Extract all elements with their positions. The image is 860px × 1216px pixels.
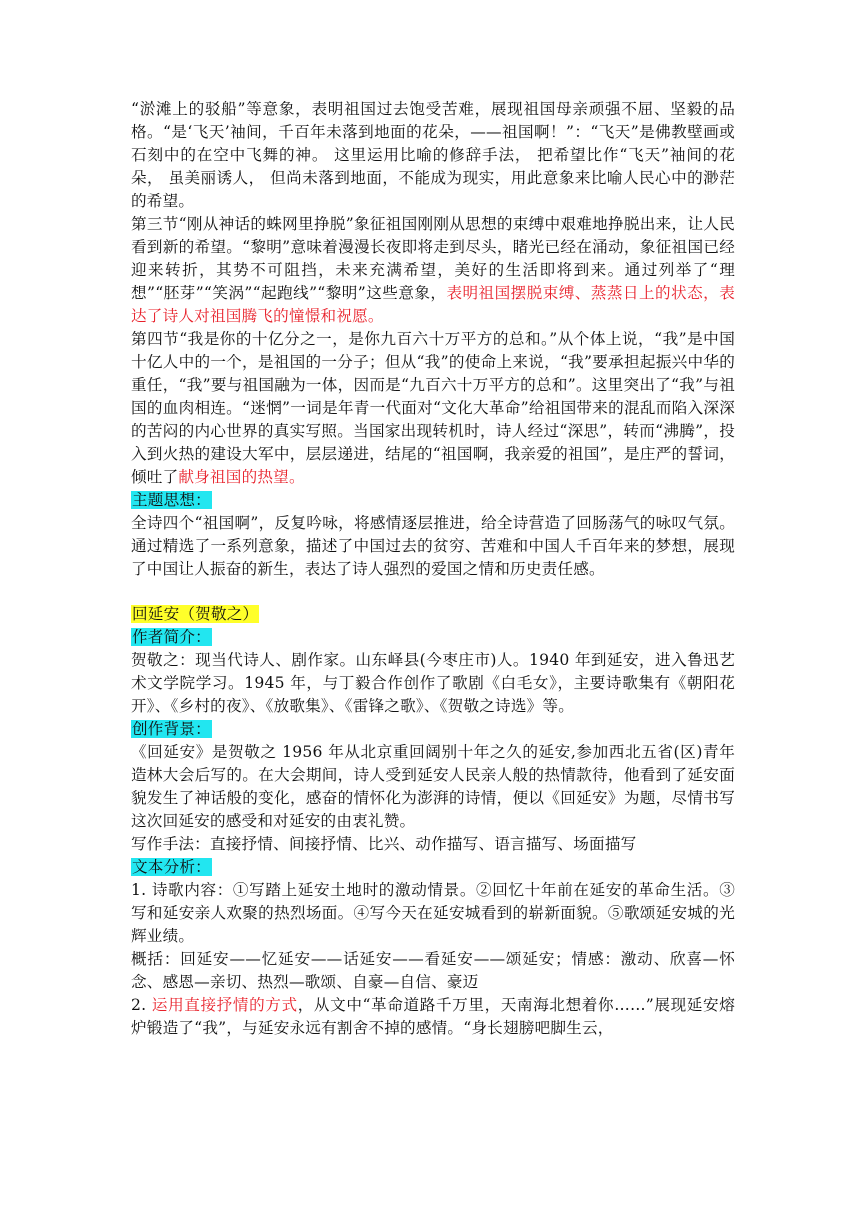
paragraph-section-four — [131, 328, 735, 489]
section-three-text: 第三节“刚从神话的蛛网里挣脱”象征祖国刚刚从思想的束缚中艰难地挣脱出来，让人民看到新的希望。“黎明”意味着漫漫长夜即将走到尽头，睹光已经在涌动，象征祖国已经迎来转折，其势不可阻挡，未来充满希望，美好的生活即将到来。通过列举了“理想”“胚芽”“笑涡”“起跑线”“黎明”这些意象， — [131, 215, 735, 302]
section-four-text: 第四节“我是你的十亿分之一，是你九百六十万平方的总和。”从个体上说，“我”是中国十亿人中的一个，是祖国的一分子；但从“我”的使命上来说，“我”要承担起振兴中华的重任，“我”要与祖国融为一体，因而是“九百六十万平方的总和”。这里突出了“我”与祖国的血肉相连。“迷惘”一词是年青一代面对“文化大革命”给祖国带来的混乱而陷入深深的苦闷的内心世界的真实写照。当国家出现转机时，诗人经过“深思”，转而“沸腾”，投入到火热的建设大军中，层层递进，结尾的“祖国啊，我亲爱的祖国”，是庄严的誓词，倾吐了 — [131, 330, 735, 486]
theme-label: 主题思想： — [132, 491, 211, 509]
background-label: 创作背景： — [132, 720, 211, 738]
paragraph-section-three — [131, 213, 735, 328]
document-page — [131, 98, 735, 1040]
paragraph-author: 贺敬之：现当代诗人、剧作家。山东峄县(今枣庄市)人。1940 年到延安，进入鲁迅艺术文学院学习。1945 年，与丁毅合作创作了歌剧《白毛女》，主要诗歌集有《朝阳花开》、《乡村的夜》、《放歌集》、《雷锋之歌》、《贺敬之诗选》等。 — [131, 651, 735, 715]
paragraph-direct-lyric — [131, 994, 735, 1040]
paragraph-content: 1. 诗歌内容：①写踏上延安土地时的激动情景。②回忆十年前在延安的革命生活。③写和延安亲人欢聚的热烈场面。④写今天在延安城看到的崭新面貌。⑤歌颂延安城的光辉业绩。 — [131, 881, 735, 945]
paragraph-summary: 概括：回延安——忆延安——话延安——看延安——颂延安；情感：激动、欣喜—怀念、感恩—亲切、热烈—歌颂、自豪—自信、豪迈 — [131, 950, 735, 991]
heading-theme — [131, 489, 735, 512]
author-label: 作者简介： — [132, 628, 211, 646]
heading-background — [131, 718, 735, 741]
heading-author — [131, 626, 735, 649]
poem-title: 回延安（贺敬之） — [132, 605, 259, 623]
paragraph-techniques: 写作手法：直接抒情、间接抒情、比兴、动作描写、语言描写、场面描写 — [131, 835, 637, 853]
point-number: 2. — [131, 996, 152, 1014]
section-four-emphasis: 献身祖国的热望。 — [178, 468, 305, 486]
heading-analysis — [131, 856, 735, 879]
section-three-emphasis: 表明祖国摆脱束缚、蒸蒸日上的状态，表达了诗人对祖国腾飞的憧憬和祝愿。 — [131, 284, 735, 325]
paragraph-background: 《回延安》是贺敬之 1956 年从北京重回阔别十年之久的延安,参加西北五省(区)青年造林大会后写的。在大会期间，诗人受到延安人民亲人般的热情款待，他看到了延安面貌发生了神话般的变化，感奋的情怀化为澎湃的诗情，便以《回延安》为题，尽情书写这次回延安的感受和对延安的由衷礼赞。 — [131, 743, 735, 830]
direct-lyric-text: ，从文中“革命道路千万里，天南海北想着你……”展现延安熔炉锻造了“我”，与延安永远有割舍不掉的感情。“身长翅膀吧脚生云， — [131, 996, 736, 1037]
heading-poem-title — [131, 603, 735, 626]
paragraph-theme: 全诗四个“祖国啊”，反复吟咏，将感情逐层推进，给全诗营造了回肠荡气的咏叹气氛。通过精选了一系列意象，描述了中国过去的贫穷、苦难和中国人千百年来的梦想，展现了中国让人振奋的新生，表达了诗人强烈的爱国之情和历史责任感。 — [131, 514, 735, 578]
analysis-label: 文本分析： — [132, 858, 211, 876]
direct-lyric-emphasis: 运用直接抒情的方式 — [151, 996, 298, 1014]
blank-line — [131, 581, 735, 603]
paragraph-imagery-fly: “淤滩上的驳船”等意象，表明祖国过去饱受苦难，展现祖国母亲顽强不屈、坚毅的品格。“是‘飞天’袖间，千百年未落到地面的花朵，——祖国啊！”：“飞天”是佛教壁画或石刻中的在空中飞舞的神。 这里运用比喻的修辞手法， 把希望比作“飞天”袖间的花朵， 虽美丽诱人， 但尚未落到地面，不能成为现实，用此意象来比喻人民心中的渺茫的希望。 — [131, 100, 735, 210]
